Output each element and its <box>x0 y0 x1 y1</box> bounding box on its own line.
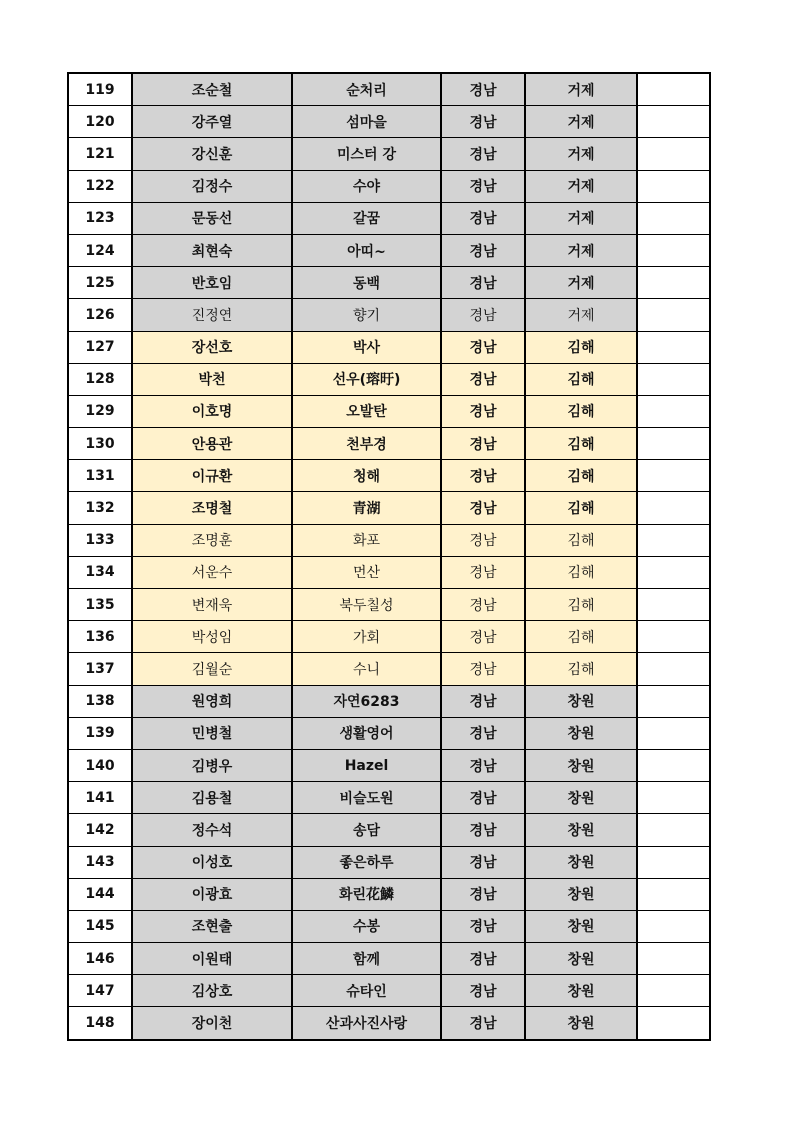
member-province: 경남 <box>441 170 525 202</box>
member-region: 창원 <box>525 685 637 717</box>
empty-cell <box>637 428 710 460</box>
table-row <box>68 170 710 202</box>
row-number: 127 <box>68 331 132 363</box>
member-name: 진정연 <box>132 299 292 331</box>
empty-cell <box>637 524 710 556</box>
empty-cell <box>637 138 710 170</box>
member-region: 거제 <box>525 73 637 106</box>
member-name: 김월순 <box>132 653 292 685</box>
member-region: 거제 <box>525 138 637 170</box>
member-province: 경남 <box>441 267 525 299</box>
empty-cell <box>637 1007 710 1040</box>
member-name: 이성호 <box>132 846 292 878</box>
member-region: 김해 <box>525 395 637 427</box>
table-row <box>68 556 710 588</box>
table-row <box>68 910 710 942</box>
member-nickname: 비슬도원 <box>292 782 441 814</box>
member-province: 경남 <box>441 846 525 878</box>
table-row <box>68 621 710 653</box>
table-row <box>68 331 710 363</box>
member-region: 김해 <box>525 524 637 556</box>
member-nickname: 송담 <box>292 814 441 846</box>
empty-cell <box>637 363 710 395</box>
member-province: 경남 <box>441 331 525 363</box>
table-row <box>68 106 710 138</box>
member-region: 김해 <box>525 363 637 395</box>
member-nickname: 청해 <box>292 460 441 492</box>
member-region: 창원 <box>525 975 637 1007</box>
member-name: 김정수 <box>132 170 292 202</box>
member-nickname: 슈타인 <box>292 975 441 1007</box>
member-province: 경남 <box>441 1007 525 1040</box>
member-nickname: 아띠~ <box>292 234 441 266</box>
row-number: 134 <box>68 556 132 588</box>
table-row <box>68 267 710 299</box>
member-province: 경남 <box>441 524 525 556</box>
empty-cell <box>637 621 710 653</box>
member-region: 거제 <box>525 267 637 299</box>
member-name: 이규환 <box>132 460 292 492</box>
member-name: 안용관 <box>132 428 292 460</box>
member-nickname: 동백 <box>292 267 441 299</box>
member-region: 창원 <box>525 878 637 910</box>
member-region: 거제 <box>525 106 637 138</box>
member-province: 경남 <box>441 782 525 814</box>
member-name: 서운수 <box>132 556 292 588</box>
member-name: 반호임 <box>132 267 292 299</box>
member-region: 창원 <box>525 1007 637 1040</box>
member-nickname: 선우(瑢旴) <box>292 363 441 395</box>
empty-cell <box>637 782 710 814</box>
member-name: 강신훈 <box>132 138 292 170</box>
empty-cell <box>637 460 710 492</box>
row-number: 126 <box>68 299 132 331</box>
member-province: 경남 <box>441 975 525 1007</box>
row-number: 143 <box>68 846 132 878</box>
member-region: 창원 <box>525 846 637 878</box>
empty-cell <box>637 910 710 942</box>
table-row <box>68 749 710 781</box>
member-region: 거제 <box>525 202 637 234</box>
member-nickname: 천부경 <box>292 428 441 460</box>
table-row <box>68 814 710 846</box>
row-number: 148 <box>68 1007 132 1040</box>
member-name: 강주열 <box>132 106 292 138</box>
empty-cell <box>637 556 710 588</box>
member-nickname: 갈꿈 <box>292 202 441 234</box>
member-nickname: 오발탄 <box>292 395 441 427</box>
table-row <box>68 878 710 910</box>
row-number: 139 <box>68 717 132 749</box>
member-name: 장선호 <box>132 331 292 363</box>
member-nickname: 박사 <box>292 331 441 363</box>
table-row <box>68 717 710 749</box>
table-row <box>68 492 710 524</box>
row-number: 132 <box>68 492 132 524</box>
member-province: 경남 <box>441 395 525 427</box>
member-name: 이광효 <box>132 878 292 910</box>
empty-cell <box>637 170 710 202</box>
row-number: 124 <box>68 234 132 266</box>
row-number: 131 <box>68 460 132 492</box>
member-province: 경남 <box>441 878 525 910</box>
empty-cell <box>637 975 710 1007</box>
member-province: 경남 <box>441 910 525 942</box>
member-nickname: 먼산 <box>292 556 441 588</box>
table-row <box>68 73 710 106</box>
member-province: 경남 <box>441 106 525 138</box>
member-province: 경남 <box>441 299 525 331</box>
table-row <box>68 1007 710 1040</box>
member-name: 이호명 <box>132 395 292 427</box>
empty-cell <box>637 202 710 234</box>
empty-cell <box>637 653 710 685</box>
row-number: 146 <box>68 943 132 975</box>
member-nickname: 수야 <box>292 170 441 202</box>
empty-cell <box>637 492 710 524</box>
member-name: 김병우 <box>132 749 292 781</box>
member-region: 김해 <box>525 492 637 524</box>
member-region: 거제 <box>525 299 637 331</box>
row-number: 122 <box>68 170 132 202</box>
empty-cell <box>637 331 710 363</box>
member-province: 경남 <box>441 428 525 460</box>
row-number: 144 <box>68 878 132 910</box>
member-name: 변재욱 <box>132 589 292 621</box>
member-name: 최현숙 <box>132 234 292 266</box>
member-nickname: 북두칠성 <box>292 589 441 621</box>
table-row <box>68 460 710 492</box>
table-row <box>68 846 710 878</box>
table-row <box>68 653 710 685</box>
row-number: 136 <box>68 621 132 653</box>
row-number: 141 <box>68 782 132 814</box>
empty-cell <box>637 717 710 749</box>
row-number: 123 <box>68 202 132 234</box>
member-table-body <box>68 73 710 1040</box>
member-nickname: Hazel <box>292 749 441 781</box>
member-province: 경남 <box>441 202 525 234</box>
member-name: 조현출 <box>132 910 292 942</box>
member-province: 경남 <box>441 717 525 749</box>
member-region: 김해 <box>525 428 637 460</box>
member-nickname: 수봉 <box>292 910 441 942</box>
row-number: 120 <box>68 106 132 138</box>
member-nickname: 좋은하루 <box>292 846 441 878</box>
member-name: 박천 <box>132 363 292 395</box>
member-nickname: 생활영어 <box>292 717 441 749</box>
member-name: 민병철 <box>132 717 292 749</box>
member-name: 조순철 <box>132 73 292 106</box>
table-row <box>68 975 710 1007</box>
member-province: 경남 <box>441 653 525 685</box>
member-name: 정수석 <box>132 814 292 846</box>
member-region: 김해 <box>525 621 637 653</box>
member-name: 이원태 <box>132 943 292 975</box>
empty-cell <box>637 73 710 106</box>
member-province: 경남 <box>441 621 525 653</box>
member-region: 김해 <box>525 653 637 685</box>
member-province: 경남 <box>441 138 525 170</box>
empty-cell <box>637 685 710 717</box>
empty-cell <box>637 846 710 878</box>
member-province: 경남 <box>441 556 525 588</box>
member-name: 김용철 <box>132 782 292 814</box>
empty-cell <box>637 589 710 621</box>
table-row <box>68 202 710 234</box>
member-region: 창원 <box>525 943 637 975</box>
member-name: 박성임 <box>132 621 292 653</box>
member-table <box>67 72 711 1041</box>
member-name: 문동선 <box>132 202 292 234</box>
member-province: 경남 <box>441 749 525 781</box>
member-nickname: 산과사진사랑 <box>292 1007 441 1040</box>
row-number: 125 <box>68 267 132 299</box>
row-number: 140 <box>68 749 132 781</box>
table-row <box>68 589 710 621</box>
empty-cell <box>637 106 710 138</box>
table-row <box>68 524 710 556</box>
member-province: 경남 <box>441 363 525 395</box>
table-row <box>68 299 710 331</box>
member-region: 김해 <box>525 331 637 363</box>
member-region: 거제 <box>525 234 637 266</box>
member-nickname: 함께 <box>292 943 441 975</box>
row-number: 135 <box>68 589 132 621</box>
member-nickname: 섬마을 <box>292 106 441 138</box>
member-nickname: 青湖 <box>292 492 441 524</box>
table-row <box>68 685 710 717</box>
member-name: 장이천 <box>132 1007 292 1040</box>
member-region: 김해 <box>525 460 637 492</box>
member-region: 창원 <box>525 814 637 846</box>
member-nickname: 자연6283 <box>292 685 441 717</box>
member-province: 경남 <box>441 943 525 975</box>
member-region: 김해 <box>525 589 637 621</box>
table-row <box>68 138 710 170</box>
member-province: 경남 <box>441 814 525 846</box>
member-region: 창원 <box>525 910 637 942</box>
member-province: 경남 <box>441 73 525 106</box>
member-province: 경남 <box>441 589 525 621</box>
row-number: 137 <box>68 653 132 685</box>
member-nickname: 순처리 <box>292 73 441 106</box>
member-nickname: 미스터 강 <box>292 138 441 170</box>
member-region: 창원 <box>525 749 637 781</box>
member-nickname: 화린花鱗 <box>292 878 441 910</box>
row-number: 129 <box>68 395 132 427</box>
member-nickname: 화포 <box>292 524 441 556</box>
member-province: 경남 <box>441 685 525 717</box>
table-row <box>68 234 710 266</box>
member-region: 창원 <box>525 717 637 749</box>
empty-cell <box>637 943 710 975</box>
row-number: 128 <box>68 363 132 395</box>
empty-cell <box>637 299 710 331</box>
member-name: 원영희 <box>132 685 292 717</box>
member-province: 경남 <box>441 492 525 524</box>
row-number: 130 <box>68 428 132 460</box>
empty-cell <box>637 878 710 910</box>
member-region: 김해 <box>525 556 637 588</box>
empty-cell <box>637 814 710 846</box>
row-number: 121 <box>68 138 132 170</box>
empty-cell <box>637 749 710 781</box>
table-row <box>68 782 710 814</box>
member-region: 창원 <box>525 782 637 814</box>
row-number: 133 <box>68 524 132 556</box>
table-row <box>68 428 710 460</box>
member-province: 경남 <box>441 234 525 266</box>
member-nickname: 향기 <box>292 299 441 331</box>
table-row <box>68 363 710 395</box>
member-nickname: 수니 <box>292 653 441 685</box>
member-name: 조명철 <box>132 492 292 524</box>
empty-cell <box>637 395 710 427</box>
member-nickname: 가회 <box>292 621 441 653</box>
table-row <box>68 943 710 975</box>
table-row <box>68 395 710 427</box>
member-region: 거제 <box>525 170 637 202</box>
member-name: 김상호 <box>132 975 292 1007</box>
row-number: 138 <box>68 685 132 717</box>
row-number: 145 <box>68 910 132 942</box>
row-number: 147 <box>68 975 132 1007</box>
member-province: 경남 <box>441 460 525 492</box>
row-number: 142 <box>68 814 132 846</box>
row-number: 119 <box>68 73 132 106</box>
empty-cell <box>637 267 710 299</box>
empty-cell <box>637 234 710 266</box>
member-name: 조명훈 <box>132 524 292 556</box>
